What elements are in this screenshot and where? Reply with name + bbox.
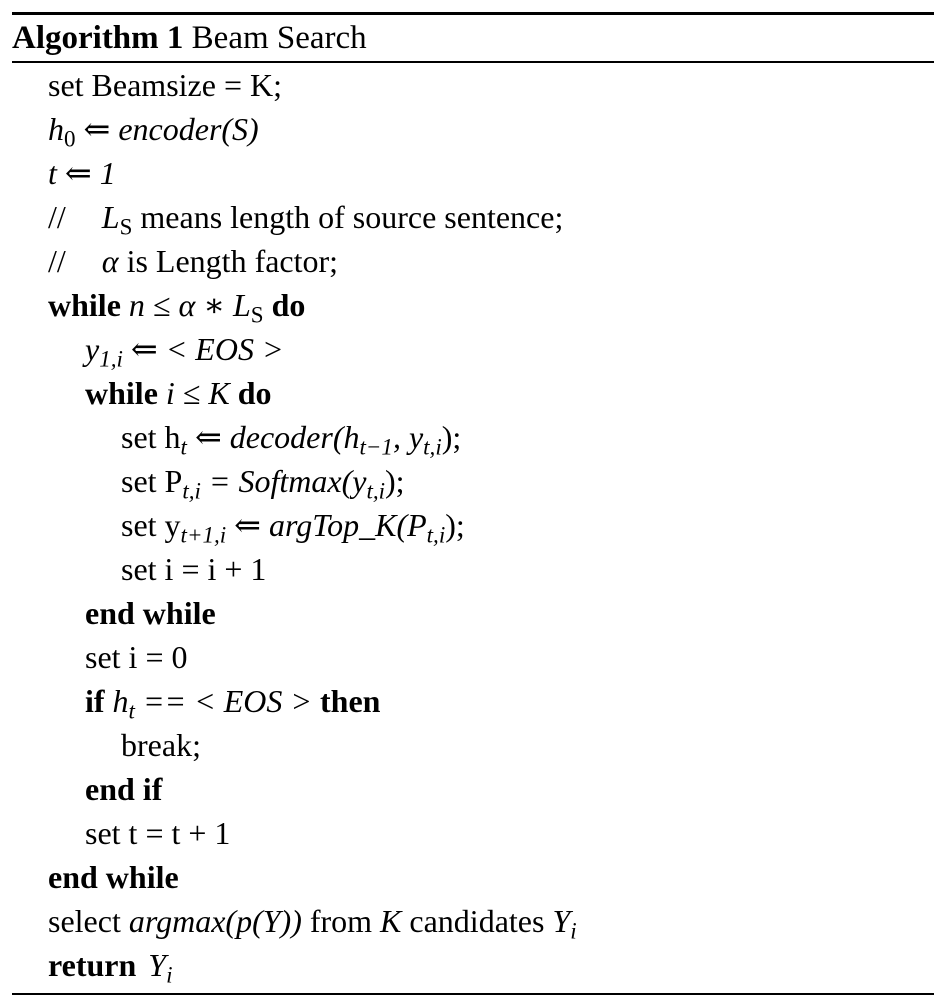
keyword-while: while [85, 375, 158, 411]
line-set-i-inc [121, 547, 266, 591]
line-set-beamsize [48, 63, 282, 107]
if-h-subscript: t [128, 697, 135, 724]
set-ht-rhs-1: ⇐ decoder(h [186, 419, 360, 455]
line-set-p [121, 459, 405, 503]
set-y-rhs-1: ⇐ argTop_K(P [226, 507, 427, 543]
select-y-subscript: i [570, 917, 577, 944]
line-end-if [85, 767, 162, 811]
comment-ls-text: means length of source sentence; [132, 199, 564, 235]
if-h-symbol: h [112, 683, 129, 719]
line-set-y [121, 503, 465, 547]
set-i-inc-text: set i = i + 1 [121, 551, 267, 587]
h0-symbol: h [48, 111, 64, 147]
bottom-rule [12, 993, 934, 995]
h0-subscript: 0 [64, 125, 76, 152]
while-inner-condition: i ≤ K [165, 375, 230, 411]
p-subscript: t,i [182, 477, 201, 504]
set-y-rhs-2: ); [445, 507, 465, 543]
comment-alpha-text: is Length factor; [118, 243, 339, 279]
set-p-rhs-1: = Softmax(y [200, 463, 367, 499]
set-ht-rhs-3: ); [441, 419, 462, 455]
keyword-end-if: end if [85, 771, 163, 807]
line-break [121, 723, 201, 767]
ls-subscript: S [119, 213, 133, 240]
keyword-do: do [237, 375, 272, 411]
y-symbol: y [85, 331, 100, 367]
set-i-zero-text: set i = 0 [85, 639, 188, 675]
y1-rhs: ⇐ < EOS > [122, 331, 284, 367]
algorithm-title: Beam Search [191, 20, 367, 56]
algorithm-header [12, 15, 367, 61]
set-ht-rhs-2: , y [392, 419, 424, 455]
ht-subscript: t [180, 433, 187, 460]
h0-rhs: ⇐ encoder(S) [75, 111, 259, 147]
line-comment-alpha [48, 239, 338, 283]
return-y: Y [148, 947, 167, 983]
select-text-3: candidates [401, 903, 553, 939]
line-end-while-outer [48, 855, 179, 899]
line-set-ht [121, 415, 461, 459]
select-text-1: select [48, 903, 129, 939]
set-y-lhs: set y [121, 507, 181, 543]
select-argmax: argmax(p(Y)) [128, 903, 302, 939]
ht-prev-subscript: t−1 [359, 433, 393, 460]
keyword-do: do [271, 287, 306, 323]
line-select [48, 899, 577, 943]
line-set-t-inc [85, 811, 230, 855]
yti-subscript: t,i [423, 433, 442, 460]
line-return [48, 943, 172, 987]
while-outer-subscript: S [250, 301, 264, 328]
while-outer-condition: n ≤ α ∗ L [128, 287, 251, 323]
line-comment-ls [48, 195, 563, 239]
keyword-while: while [48, 287, 121, 323]
y-next-subscript: t+1,i [180, 521, 227, 548]
keyword-end-while: end while [85, 595, 216, 631]
keyword-if: if [85, 683, 105, 719]
algorithm-label: Algorithm 1 [12, 20, 184, 56]
line-while-inner [85, 371, 271, 415]
line-set-i-zero [85, 635, 187, 679]
keyword-end-while: end while [48, 859, 179, 895]
select-k: K [380, 903, 402, 939]
t-init-text: t ⇐ 1 [48, 155, 116, 191]
line-t-init [48, 151, 116, 195]
argtop-p-subscript: t,i [426, 521, 446, 548]
comment-marker: // [48, 199, 66, 235]
line-if [85, 679, 380, 723]
set-t-inc-text: set t = t + 1 [85, 815, 231, 851]
line-while-outer [48, 283, 305, 327]
line-y1-assign [85, 327, 284, 371]
line-h0-assign [48, 107, 259, 151]
keyword-then: then [319, 683, 381, 719]
select-text-2: from [301, 903, 381, 939]
break-text: break; [121, 727, 201, 763]
set-p-lhs: set P [121, 463, 183, 499]
line-end-while-inner [85, 591, 216, 635]
return-y-subscript: i [166, 961, 173, 988]
y1-subscript: 1,i [99, 345, 123, 372]
if-condition-rest: == < EOS > [134, 683, 312, 719]
keyword-return: return [48, 947, 137, 983]
softmax-y-subscript: t,i [366, 477, 386, 504]
alpha-symbol: α [101, 243, 119, 279]
set-ht-lhs: set h [121, 419, 181, 455]
select-y: Y [552, 903, 571, 939]
ls-symbol: L [101, 199, 120, 235]
set-beamsize-text: set Beamsize = K; [48, 67, 282, 103]
set-p-rhs-2: ); [385, 463, 405, 499]
comment-marker: // [48, 243, 66, 279]
